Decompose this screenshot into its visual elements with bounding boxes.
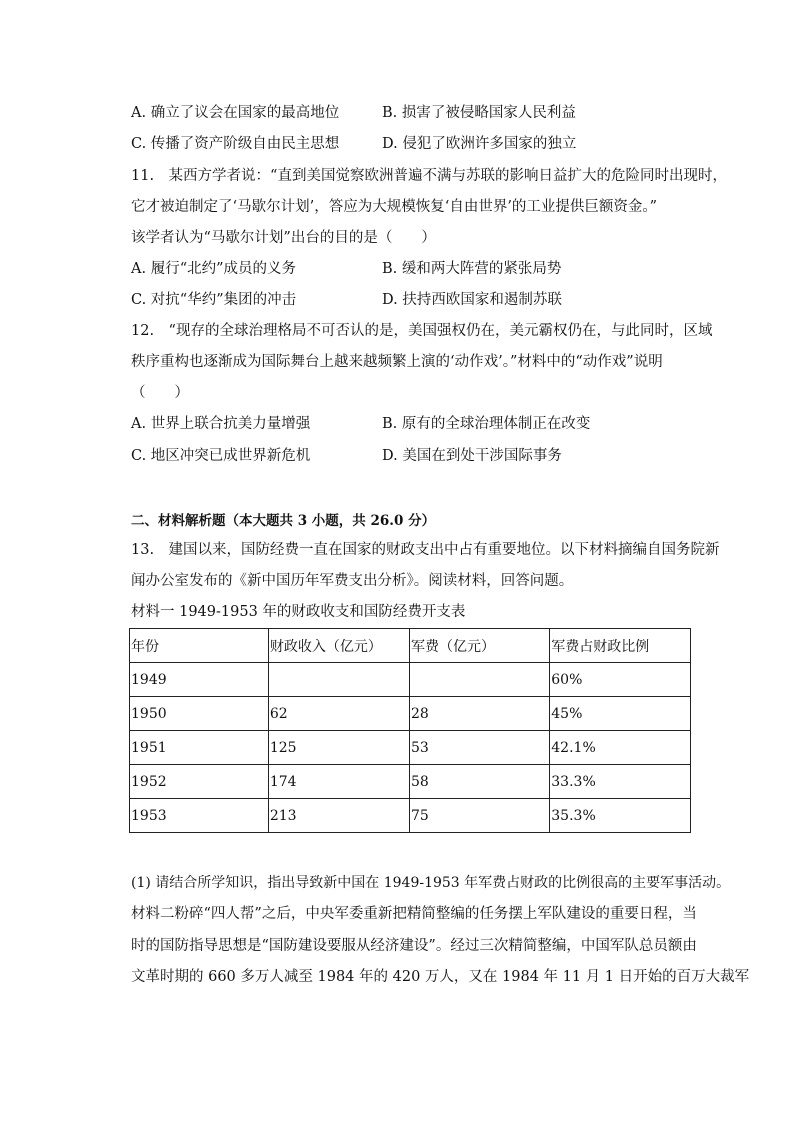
table-cell: 33.3% — [550, 765, 691, 799]
q11-option-row-1 — [131, 259, 562, 279]
q12-stem-line-1: 12. “现存的全球治理格局不可否认的是，美国强权仍在，美元霸权仍在，与此同时，区域 — [131, 323, 713, 339]
q11-stem-line-1: 11. 某西方学者说：“直到美国觉察欧洲普遍不满与苏联的影响日益扩大的危险同时出现时， — [131, 168, 727, 184]
q10-option-c: C. 传播了资产阶级自由民主思想 — [131, 136, 340, 152]
table-cell: 174 — [268, 765, 409, 799]
table-cell: 213 — [268, 799, 409, 833]
fiscal-military-table — [129, 628, 691, 833]
material-2-line-3: 文革时期的 660 多万人减至 1984 年的 420 万人，又在 1984 年 11 月 1 日开始的百万大裁军 — [131, 969, 750, 985]
q10-option-row-1 — [131, 103, 576, 123]
table-row — [130, 731, 691, 765]
table-cell: 125 — [268, 731, 409, 765]
q10-option-row-2 — [131, 134, 577, 154]
table-header-cell: 年份 — [130, 629, 269, 663]
q11-option-a: A. 履行“北约”成员的义务 — [131, 261, 297, 277]
q11-option-d: D. 扶持西欧国家和遏制苏联 — [382, 292, 562, 308]
material-1-title: 材料一 1949-1953 年的财政收支和国防经费开支表 — [131, 604, 466, 620]
q13-intro-line-2: 闻办公室发布的《新中国历年军费支出分析》。阅读材料，回答问题。 — [131, 573, 574, 589]
q11-stem-line-3: 该学者认为“马歇尔计划”出台的目的是（ ） — [131, 230, 436, 246]
table-cell: 1952 — [130, 765, 269, 799]
table-cell — [409, 663, 549, 697]
table-cell: 1949 — [130, 663, 269, 697]
q11-option-row-2 — [131, 290, 562, 310]
q11-option-c: C. 对抗“华约”集团的冲击 — [131, 292, 297, 308]
q13-subquestion-1: (1) 请结合所学知识，指出导致新中国在 1949-1953 年军费占财政的比例很高的主要军事活动。 — [131, 875, 731, 891]
table-cell: 28 — [409, 697, 549, 731]
material-2-line-1: 材料二粉碎“四人帮”之后，中央军委重新把精简整编的任务摆上军队建设的重要日程，当 — [131, 906, 697, 922]
table-cell: 60% — [550, 663, 691, 697]
q12-stem-line-2: 秩序重构也逐渐成为国际舞台上越来越频繁上演的‘动作戏’。”材料中的“动作戏”说明 — [131, 354, 663, 370]
table-cell: 75 — [409, 799, 549, 833]
table-cell: 1953 — [130, 799, 269, 833]
section-title: 二、材料解析题（本大题共 3 小题，共 26.0 分） — [131, 513, 436, 529]
q12-option-a: A. 世界上联合抗美力量增强 — [131, 416, 311, 432]
table-row — [130, 697, 691, 731]
table-cell: 45% — [550, 697, 691, 731]
table-cell: 58 — [409, 765, 549, 799]
table-cell: 1951 — [130, 731, 269, 765]
table-cell: 35.3% — [550, 799, 691, 833]
table-header-cell: 军费占财政比例 — [550, 629, 691, 663]
table-row — [130, 799, 691, 833]
q12-option-b: B. 原有的全球治理体制正在改变 — [382, 416, 591, 432]
q12-option-c: C. 地区冲突已成世界新危机 — [131, 448, 311, 464]
q10-option-b: B. 损害了被侵略国家人民利益 — [382, 105, 576, 121]
table-row — [130, 663, 691, 697]
q12-stem-line-3: （ ） — [131, 385, 189, 401]
q10-option-d: D. 侵犯了欧洲许多国家的独立 — [382, 136, 577, 152]
table-cell: 42.1% — [550, 731, 691, 765]
q13-intro-line-1: 13. 建国以来，国防经费一直在国家的财政支出中占有重要地位。以下材料摘编自国务院新 — [131, 542, 720, 558]
table-header-row — [130, 629, 691, 663]
q11-stem-line-2: 它才被迫制定了‘马歇尔计划’，答应为大规模恢复‘自由世界’的工业提供巨额资金。” — [131, 199, 658, 215]
q10-option-a: A. 确立了议会在国家的最高地位 — [131, 105, 340, 121]
q12-option-row-2 — [131, 446, 562, 466]
table-cell: 1950 — [130, 697, 269, 731]
table-row — [130, 765, 691, 799]
table-header-cell: 财政收入（亿元） — [268, 629, 409, 663]
material-2-line-2: 时的国防指导思想是“国防建设要服从经济建设”。经过三次精简整编，中国军队总员额由 — [131, 938, 697, 954]
table-cell — [268, 663, 409, 697]
q12-option-d: D. 美国在到处干涉国际事务 — [382, 448, 562, 464]
q11-option-b: B. 缓和两大阵营的紧张局势 — [382, 261, 562, 277]
table-cell: 62 — [268, 697, 409, 731]
table-header-cell: 军费（亿元） — [409, 629, 549, 663]
q12-option-row-1 — [131, 414, 591, 434]
table-cell: 53 — [409, 731, 549, 765]
